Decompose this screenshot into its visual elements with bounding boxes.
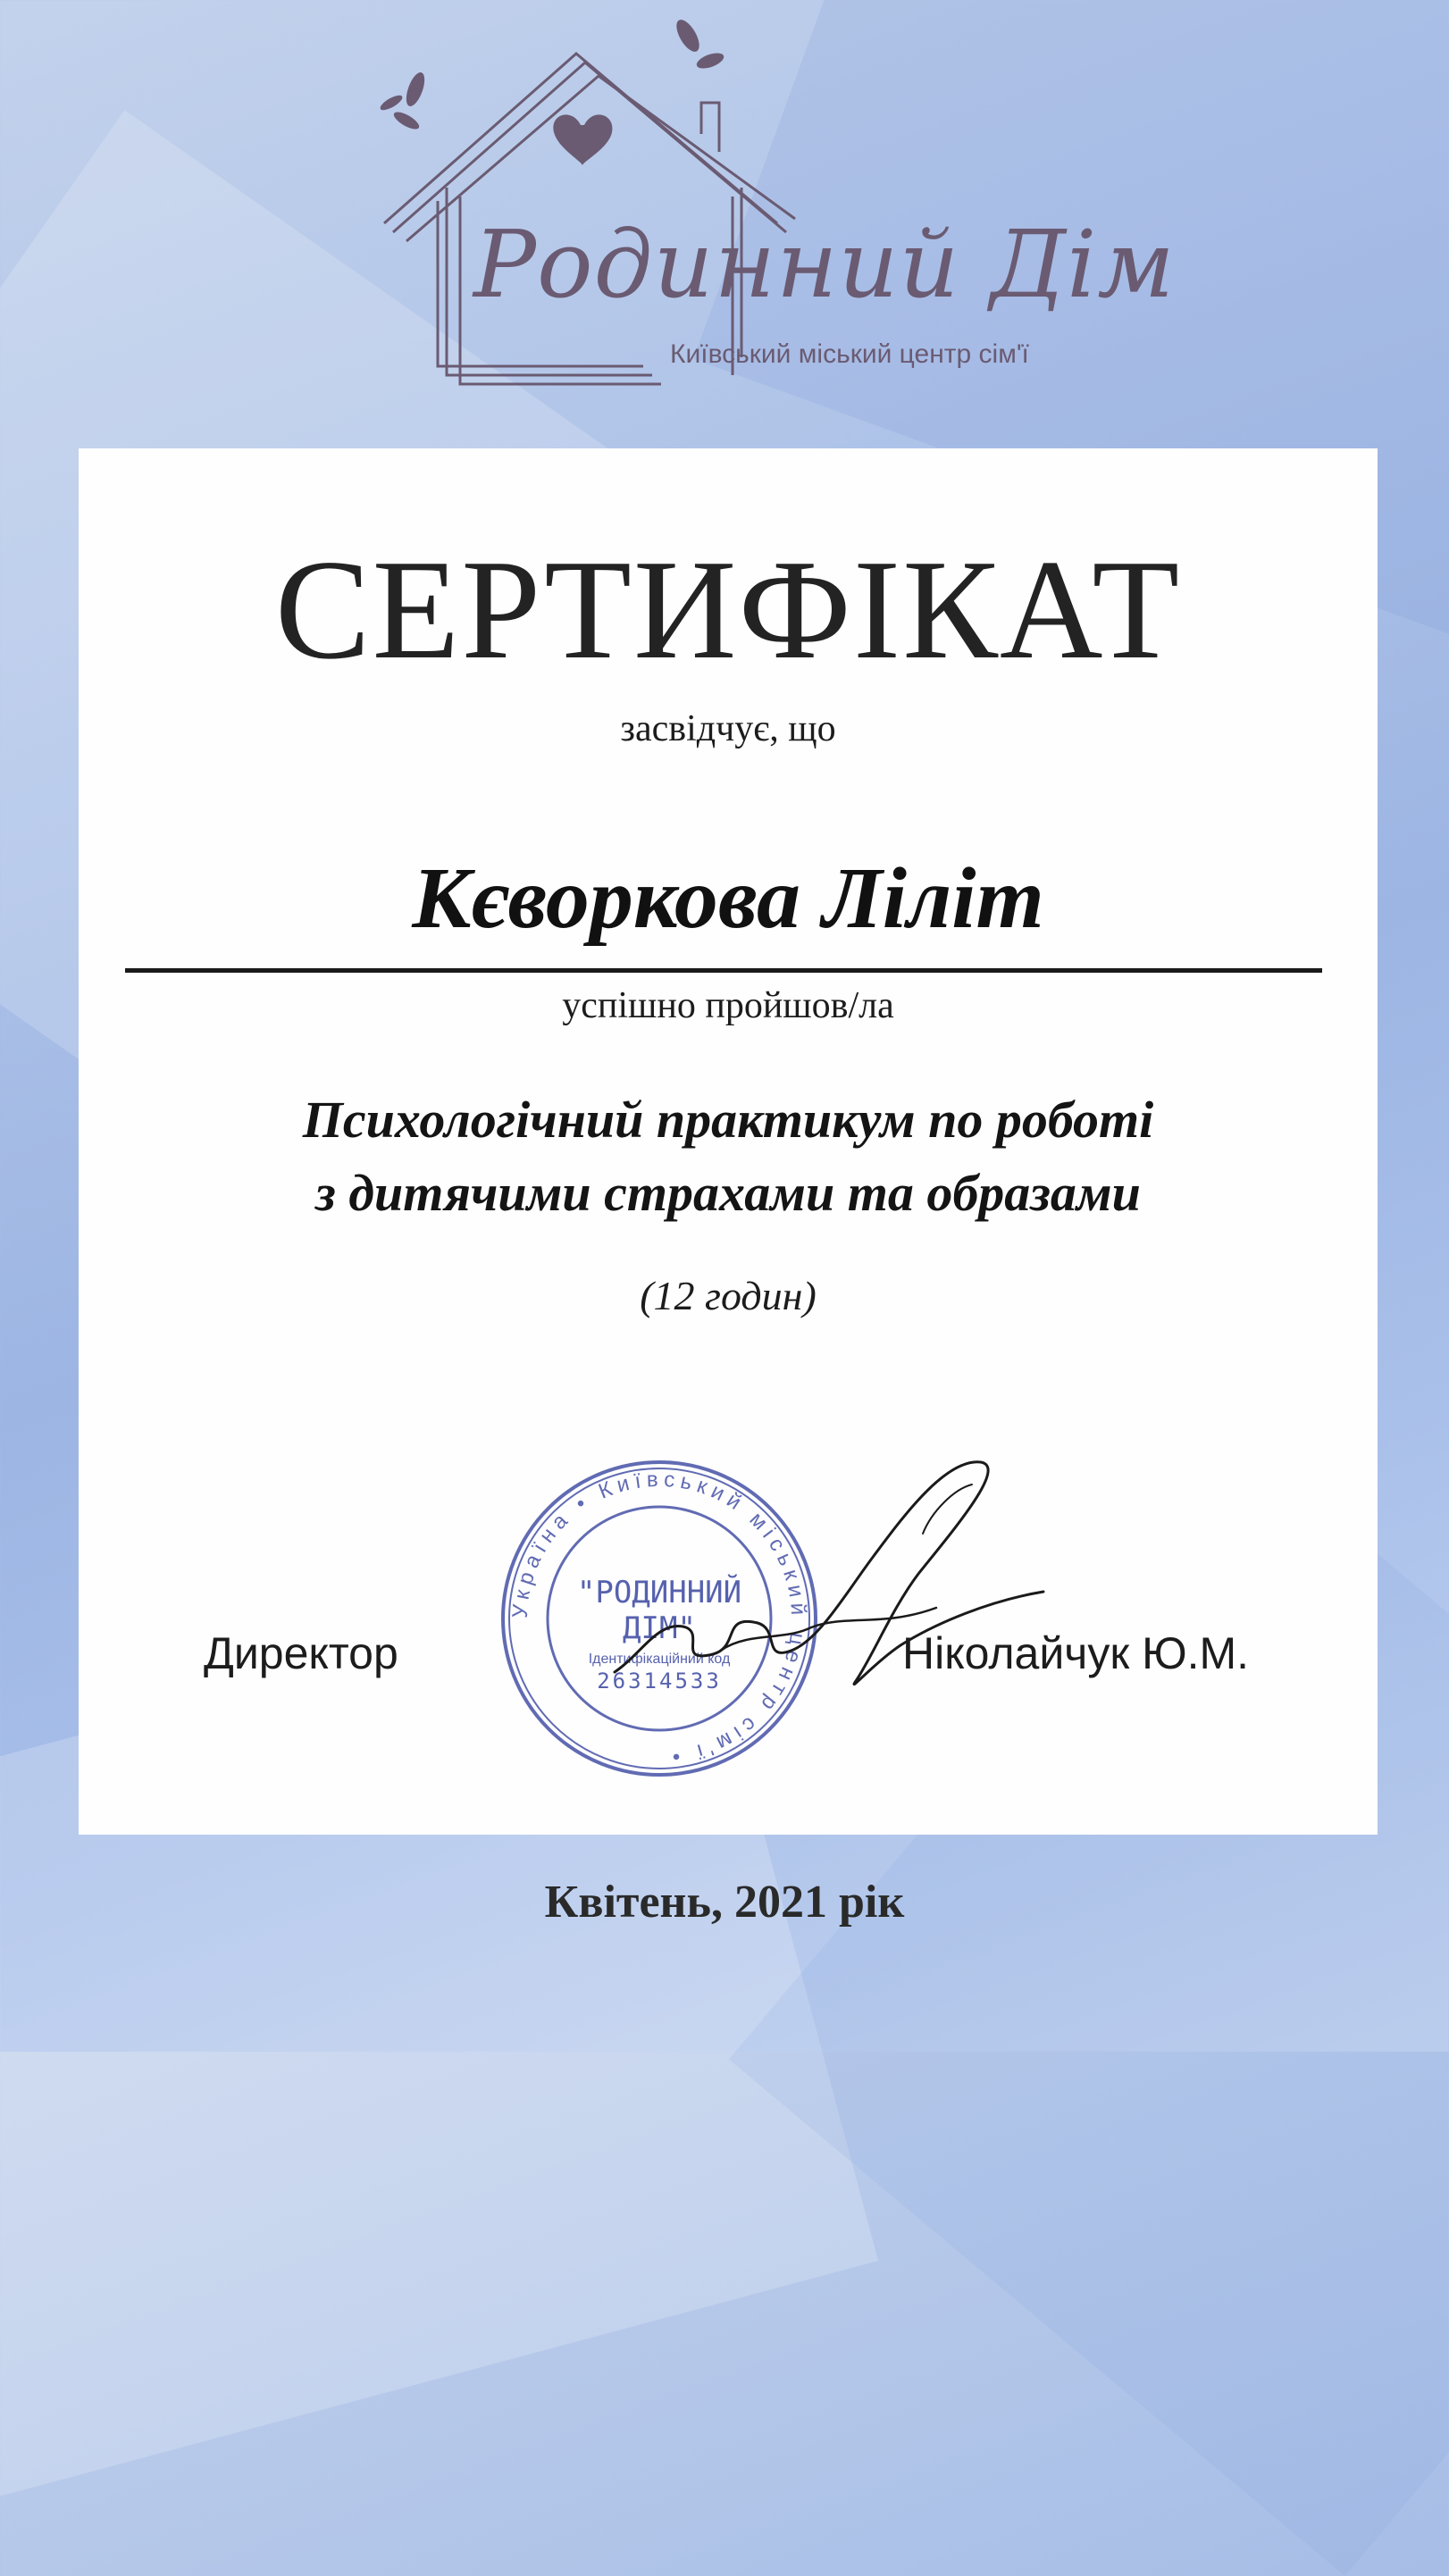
course-title-line-1: Психологічний практикум по роботі: [302, 1091, 1154, 1149]
completed-text: успішно пройшов/ла: [562, 985, 894, 1026]
stamp-id-label: Ідентифікаційний код: [588, 1652, 731, 1667]
certificate-card: [79, 448, 1378, 1835]
logo-subtitle: Київський міський центр сім'ї: [670, 339, 1029, 369]
stamp-outer-text: Україна • Київський міський центр сім'ї •: [507, 1467, 811, 1769]
organization-logo: [375, 18, 1176, 411]
name-underline: [125, 968, 1322, 973]
director-name: Ніколайчук Ю.М.: [902, 1628, 1250, 1678]
certifies-text: засвідчує, що: [620, 708, 836, 749]
issue-date: Квітень, 2021 рік: [544, 1877, 905, 1928]
logo-title: Родинний Дім: [473, 210, 1176, 319]
director-label: Директор: [204, 1628, 398, 1678]
recipient-name: Кєворкова Ліліт: [412, 850, 1044, 947]
course-title-line-2: з дитячими страхами та образами: [315, 1164, 1141, 1222]
stamp-center-line-2: ДІМ": [623, 1610, 696, 1646]
certificate-heading: СЕРТИФІКАТ: [274, 530, 1182, 689]
course-hours: (12 годин): [640, 1273, 817, 1318]
stamp-id-code: 26314533: [597, 1669, 722, 1694]
stamp-center-line-1: "РОДИННИЙ: [576, 1575, 742, 1610]
